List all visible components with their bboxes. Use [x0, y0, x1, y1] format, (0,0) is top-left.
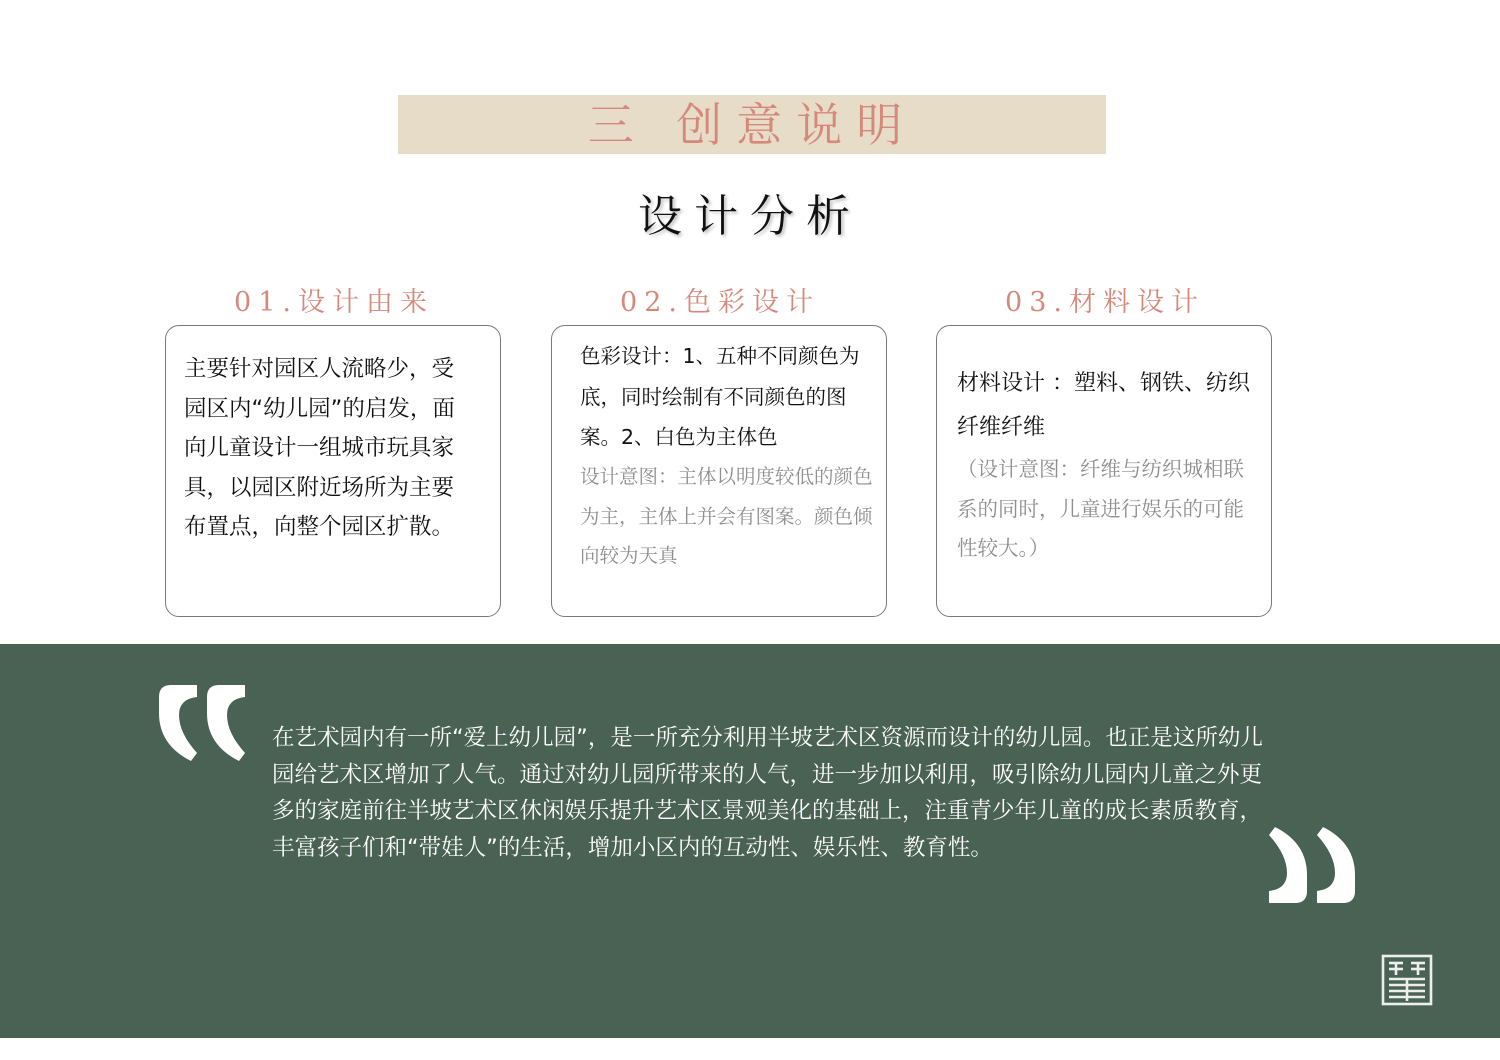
- card-material-text: 材料设计 ：塑料、钢铁、纺织纤维纤维: [957, 371, 1250, 440]
- section-banner: [398, 95, 1106, 154]
- card-color-design: [551, 325, 887, 617]
- card-color-note: 设计意图：主体以明度较低的颜色为主，主体上并会有图案。颜色倾向较为天真: [580, 465, 873, 567]
- card-origin-text: 主要针对园区人流略少，受园区内“幼儿园”的启发，面向儿童设计一组城市玩具家具，以园区附近场所为主要布置点，向整个园区扩散。: [184, 356, 455, 540]
- column-heading-color: 02.色彩设计: [620, 287, 820, 318]
- page-subtitle: 设计分析: [638, 191, 862, 242]
- column-heading-material: 03.材料设计: [1005, 287, 1205, 318]
- card-design-origin: [165, 325, 501, 617]
- card-color-text: 色彩设计：1、五种不同颜色为底，同时绘制有不同颜色的图案。2、白色为主体色: [580, 344, 860, 449]
- seal-logo-icon: [1380, 953, 1434, 1007]
- column-heading-origin: 01.设计由来: [234, 287, 434, 318]
- quote-open-icon: [157, 683, 249, 763]
- banner-title: 三 创意说明: [587, 97, 917, 152]
- quote-paragraph: 在艺术园内有一所“爱上幼儿园”，是一所充分利用半坡艺术区资源而设计的幼儿园。也正是这所幼儿园给艺术区增加了人气。通过对幼儿园所带来的人气，进一步加以利用，吸引除幼儿园内儿童之外更多的家庭前往半坡艺术区休闲娱乐提升艺术区景观美化的基础上，注重青少年儿童的成长素质教育，丰富孩子们和“带娃人”的生活，增加小区内的互动性、娱乐性、教育性。: [272, 725, 1263, 861]
- card-material-design: [936, 325, 1272, 617]
- quote-close-icon: [1265, 825, 1357, 905]
- card-material-note: （设计意图：纤维与纺织城相联系的同时，儿童进行娱乐的可能性较大。）: [957, 457, 1244, 560]
